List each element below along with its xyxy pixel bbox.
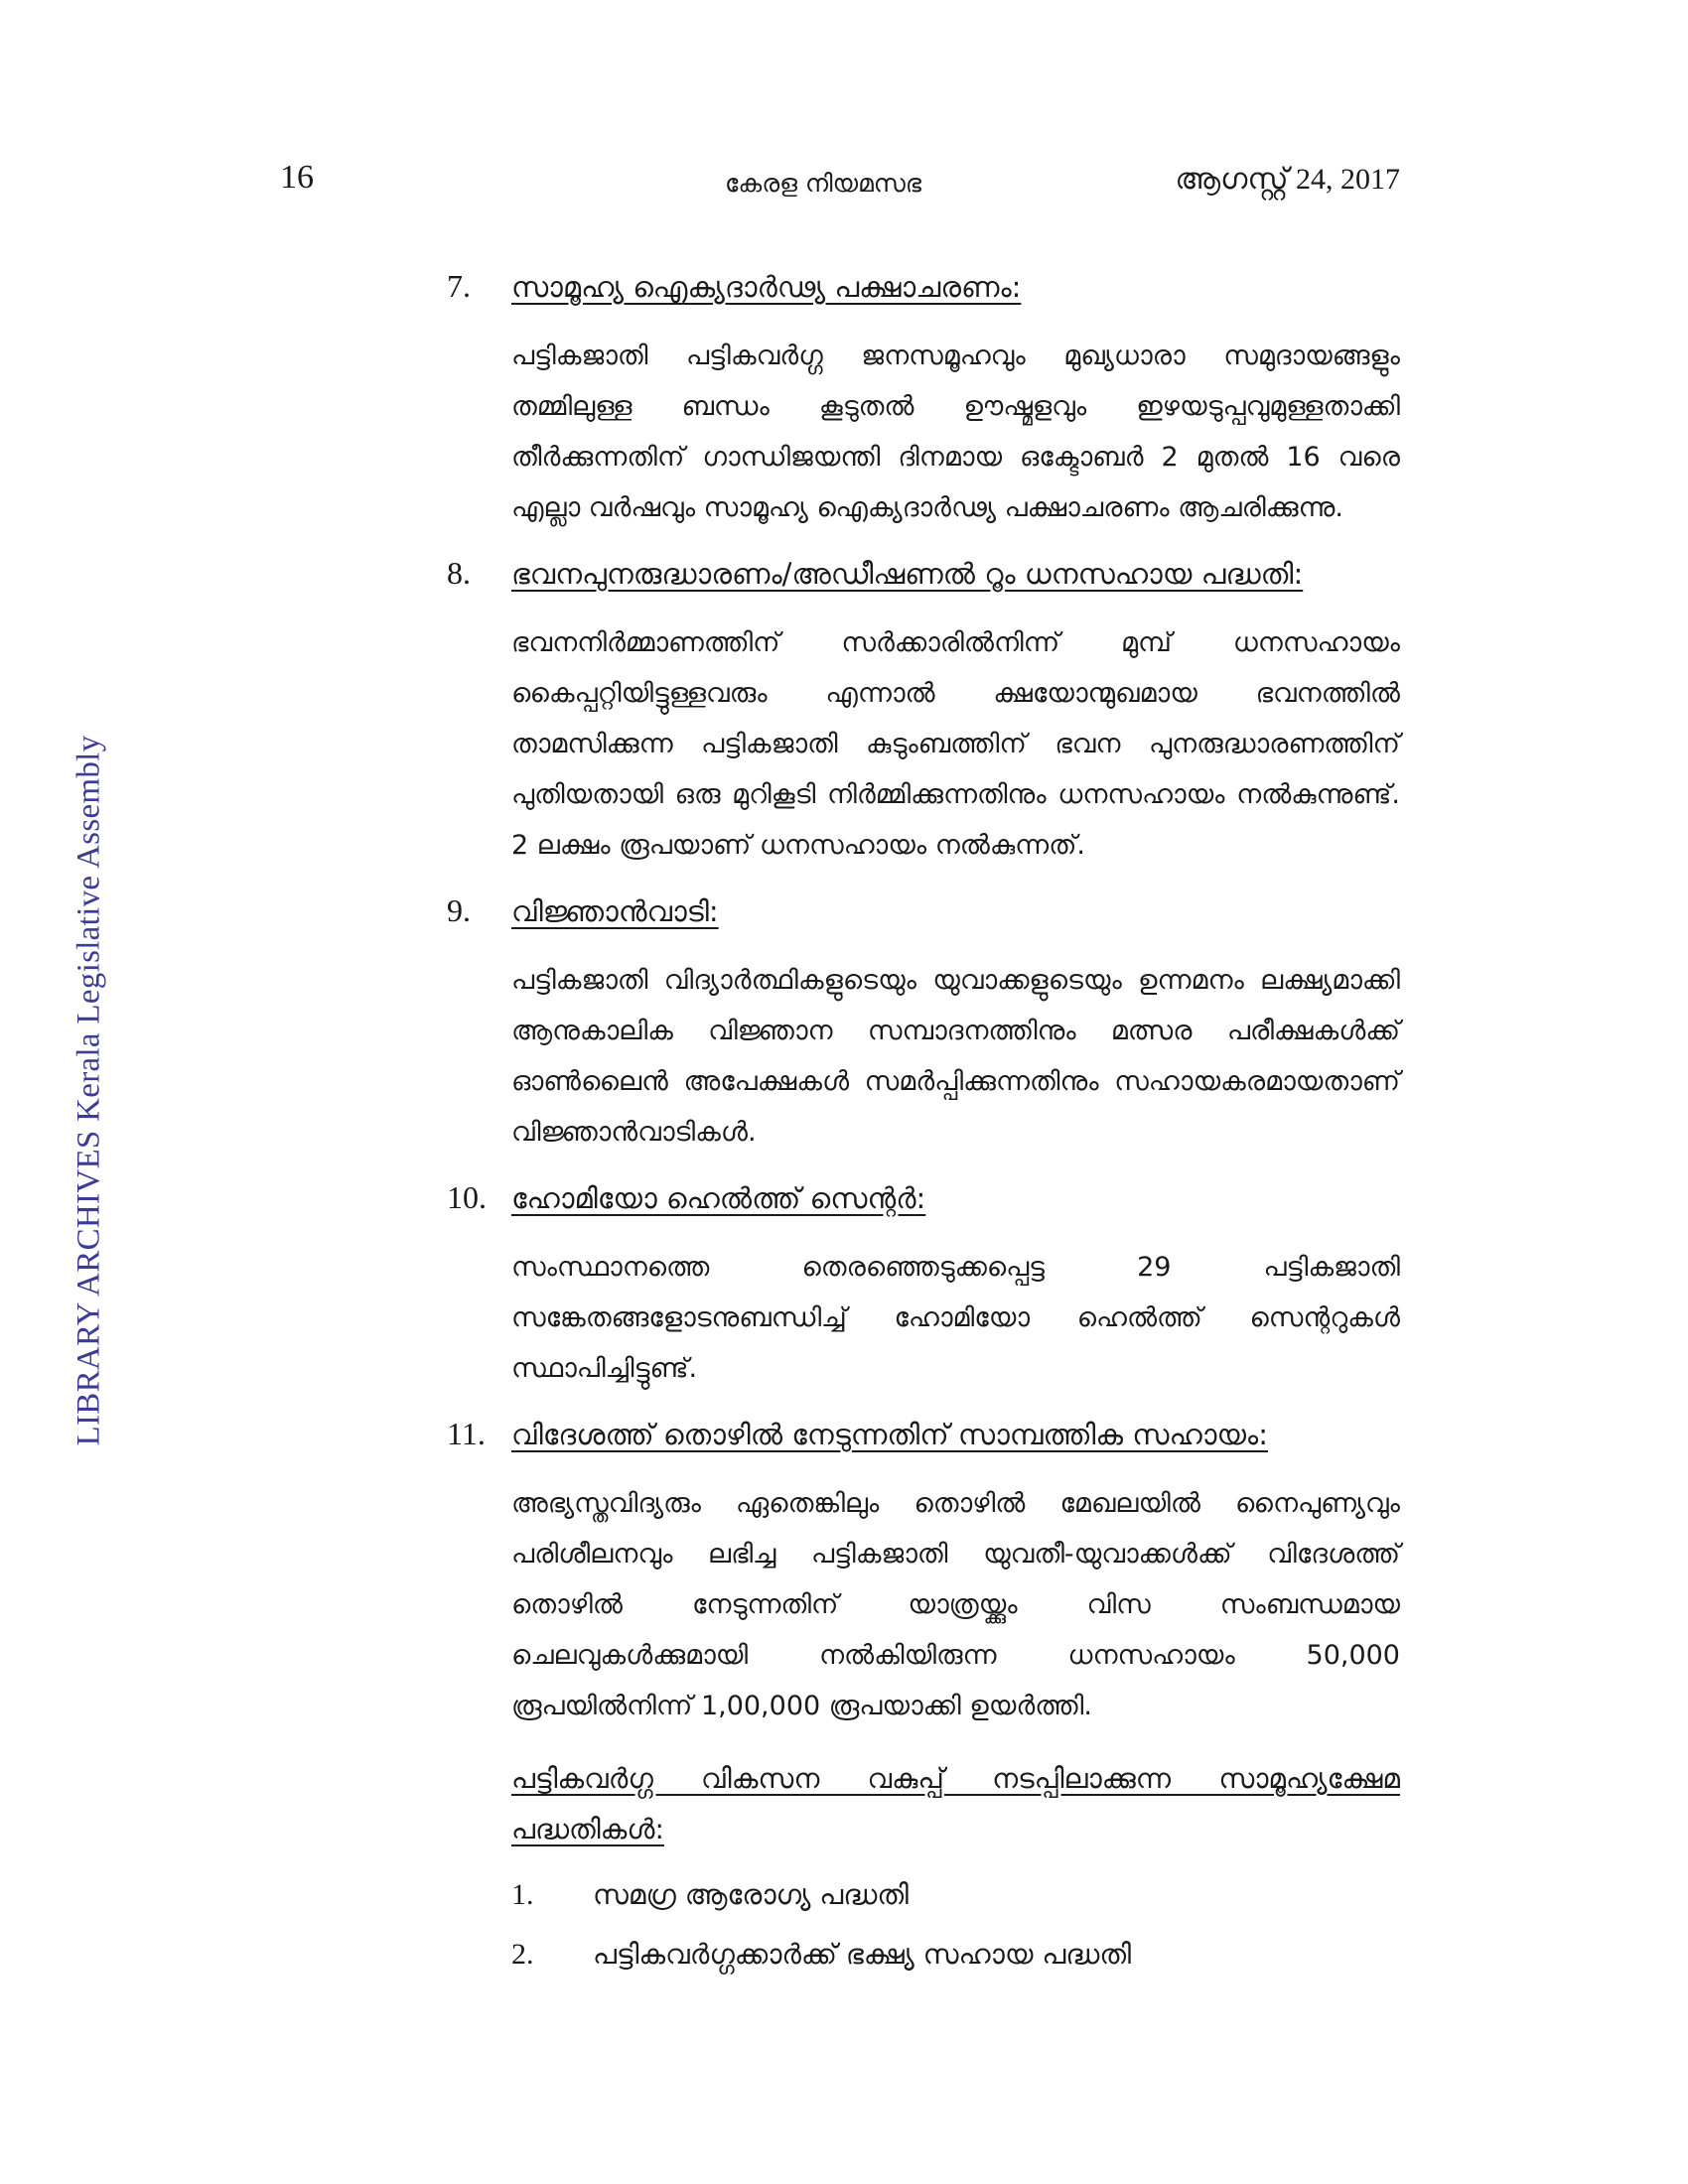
- section-heading: [447, 268, 1400, 305]
- section-heading: [447, 1179, 1400, 1216]
- list-item: [511, 1938, 1400, 1972]
- document-body: [447, 268, 1400, 1997]
- list-item-text: സമഗ്ര ആരോഗ്യ പദ്ധതി: [593, 1878, 909, 1911]
- section-10: [447, 1179, 1400, 1394]
- running-header-title: കേരള നിയമസഭ: [725, 169, 921, 198]
- section-number: 9.: [447, 892, 471, 928]
- section-paragraph: സംസ്ഥാനത്തെ തെരഞ്ഞെടുക്കപ്പെട്ട 29 പട്ടികജാതി സങ്കേതങ്ങളോടനുബന്ധിച്ച് ഹോമിയോ ഹെൽത്ത് സെന്ററുകൾ സ്ഥാപിച്ചിട്ടുണ്ട്.: [511, 1252, 1400, 1384]
- section-number: 7.: [447, 268, 471, 304]
- list-item-number: 1.: [511, 1878, 534, 1911]
- list-item: [511, 1878, 1400, 1912]
- section-paragraph: ഭവനനിർമ്മാണത്തിന് സർക്കാരിൽനിന്ന് മുമ്പ് ധനസഹായം കൈപ്പറ്റിയിട്ടുള്ളവരും എന്നാൽ ക്ഷയോന്മുഖമായ ഭവനത്തിൽ താമസിക്കുന്ന പട്ടികജാതി കുടുംബത്തിന് ഭവന പുനരുദ്ധാരണത്തിന് പുതിയതായി ഒരു മുറികൂടി നിർമ്മിക്കുന്നതിനും ധനസഹായം നൽകുന്നുണ്ട്. 2 ലക്ഷം രൂപയാണ് ധനസഹായം നൽകുന്നത്.: [511, 627, 1400, 861]
- running-header-date: ആഗസ്റ്റ് 24, 2017: [1175, 163, 1400, 196]
- archive-watermark: LIBRARY ARCHIVES Kerala Legislative Assembly: [70, 735, 107, 1446]
- section-title: വിദേശത്ത് തൊഴിൽ നേടുന്നതിന് സാമ്പത്തിക സഹായം:: [511, 1418, 1268, 1451]
- section-paragraph: പട്ടികജാതി പട്ടികവർഗ്ഗ ജനസമൂഹവും മുഖ്യധാരാ സമുദായങ്ങളും തമ്മിലുള്ള ബന്ധം കൂടുതൽ ഊഷ്മളവും ഇഴയടുപ്പവുമുള്ളതാക്കി തീർക്കുന്നതിന് ഗാന്ധിജയന്തി ദിനമായ ഒക്ടോബർ 2 മുതൽ 16 വരെ എല്ലാ വർഷവും സാമൂഹ്യ ഐക്യദാർഢ്യ പക്ഷാചരണം ആചരിക്കുന്നു.: [511, 341, 1400, 523]
- section-9: [447, 892, 1400, 1158]
- list-item-text: പട്ടികവർഗ്ഗക്കാർക്ക് ഭക്ഷ്യ സഹായ പദ്ധതി: [593, 1938, 1132, 1971]
- list-item-number: 2.: [511, 1938, 534, 1971]
- section-11: [447, 1416, 1400, 1731]
- section-number: 11.: [447, 1416, 486, 1451]
- section-8: [447, 555, 1400, 871]
- section-title: ഭവനപുനരുദ്ധാരണം/അഡീഷണൽ റൂം ധനസഹായ പദ്ധതി:: [511, 557, 1304, 591]
- section-heading: [447, 1416, 1400, 1452]
- schemes-subheading: പട്ടികവർഗ്ഗ വികസന വകുപ്പ് നടപ്പിലാക്കുന്ന സാമൂഹ്യക്ഷേമ പദ്ധതികൾ:: [511, 1762, 1400, 1845]
- section-title: വിജ്ഞാൻവാടി:: [511, 894, 719, 928]
- section-heading: [447, 892, 1400, 929]
- section-number: 8.: [447, 555, 471, 591]
- section-title: ഹോമിയോ ഹെൽത്ത് സെന്റർ:: [511, 1181, 926, 1215]
- section-paragraph: പട്ടികജാതി വിദ്യാർത്ഥികളുടെയും യുവാക്കളുടെയും ഉന്നമനം ലക്ഷ്യമാക്കി ആനുകാലിക വിജ്ഞാന സമ്പാദനത്തിനും മത്സര പരീക്ഷകൾക്ക് ഓൺലൈൻ അപേക്ഷകൾ സമർപ്പിക്കുന്നതിനും സഹായകരമായതാണ് വിജ്ഞാൻവാടികൾ.: [511, 965, 1400, 1148]
- section-title: സാമൂഹ്യ ഐക്യദാർഢ്യ പക്ഷാചരണം:: [511, 270, 1022, 304]
- section-7: [447, 268, 1400, 533]
- page-number: 16: [280, 159, 314, 196]
- section-heading: [447, 555, 1400, 592]
- section-paragraph: അഭ്യസ്തവിദ്യരും ഏതെങ്കിലും തൊഴിൽ മേഖലയിൽ നൈപുണ്യവും പരിശീലനവും ലഭിച്ച പട്ടികജാതി യുവതീ-യുവാക്കൾക്ക് വിദേശത്ത് തൊഴിൽ നേടുന്നതിന് യാത്രയ്ക്കും വിസ സംബന്ധമായ ചെലവുകൾക്കുമായി നൽകിയിരുന്ന ധനസഹായം 50,000 രൂപയിൽനിന്ന് 1,00,000 രൂപയാക്കി ഉയർത്തി.: [511, 1488, 1400, 1721]
- section-number: 10.: [447, 1179, 487, 1215]
